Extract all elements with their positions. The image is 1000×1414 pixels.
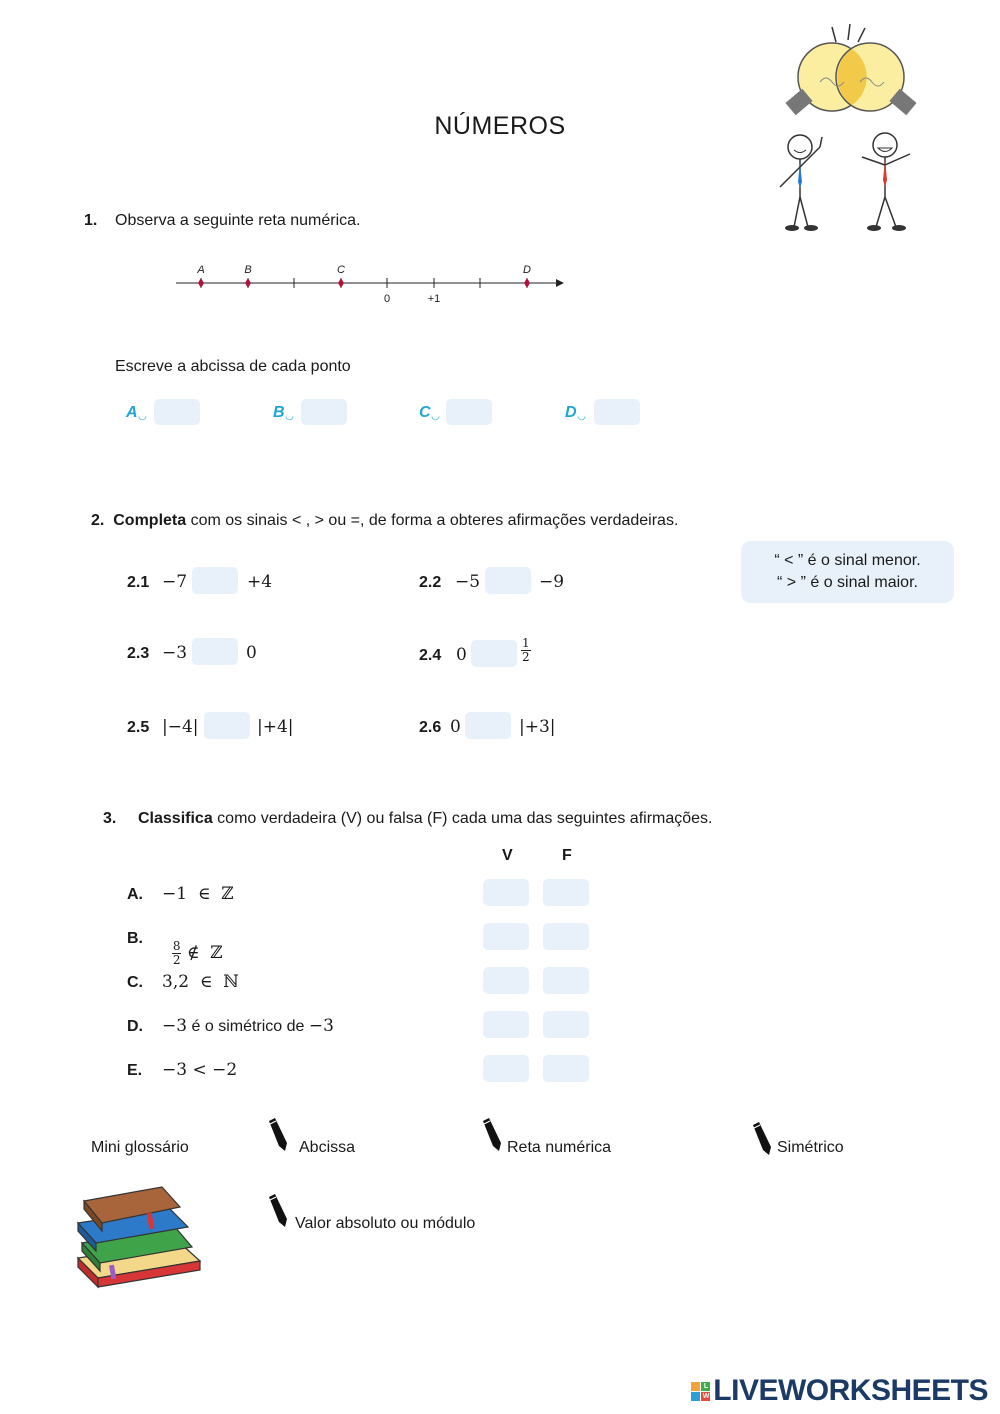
item-2-2-input[interactable] [485, 567, 531, 594]
q1-instruction: Escreve a abcissa de cada ponto [115, 358, 351, 375]
point-b-marker [245, 278, 251, 288]
statement-e-letter: E. [127, 1062, 143, 1079]
books-illustration [70, 1183, 205, 1293]
statement-b-letter: B. [127, 930, 143, 947]
item-2-1-right: +4 [247, 572, 273, 592]
point-c-label: C [337, 264, 345, 276]
q2-number: 2. [91, 512, 105, 529]
q2-bold: Completa [113, 512, 187, 529]
statement-b-expr: $\frac{8}{2}$ ∉ ℤ [172, 939, 223, 967]
item-2-3-id: 2.3 [127, 645, 150, 662]
logo-squares: L W [691, 1382, 710, 1401]
pencil-icon [479, 1117, 505, 1153]
item-2-5-input[interactable] [204, 712, 250, 739]
column-f-header: F [562, 847, 572, 864]
glossary-title: Mini glossário [91, 1139, 189, 1156]
answer-a-input[interactable] [154, 399, 200, 425]
liveworksheets-logo [691, 1374, 988, 1408]
item-2-6-id: 2.6 [419, 719, 442, 736]
answer-c-input[interactable] [446, 399, 492, 425]
item-2-4-left: 0 [456, 645, 467, 665]
pencil-icon [265, 1193, 291, 1229]
item-2-3-input[interactable] [192, 638, 238, 665]
pencil-icon [749, 1121, 775, 1157]
hint-line-2: “ > ” é o sinal maior. [777, 574, 918, 591]
statement-c-f-input[interactable] [543, 967, 589, 994]
item-2-1-input[interactable] [192, 567, 238, 594]
answer-d-input[interactable] [594, 399, 640, 425]
logo-text: LIVEWORKSHEETS [713, 1374, 988, 1407]
point-a-label: A [197, 264, 205, 276]
point-a-marker [198, 278, 204, 288]
item-2-2-id: 2.2 [419, 574, 442, 591]
point-d-label: D [523, 264, 531, 276]
glossary-term-valor-absoluto: Valor absoluto ou módulo [295, 1215, 476, 1232]
item-2-3-left: −3 [162, 643, 188, 663]
statement-c-v-input[interactable] [483, 967, 529, 994]
number-line [170, 258, 570, 310]
statement-e-f-input[interactable] [543, 1055, 589, 1082]
item-2-4-id: 2.4 [419, 647, 442, 664]
item-2-6-right: |+3| [519, 717, 556, 737]
answer-d-label: D◡ [565, 404, 586, 422]
item-2-5-right: |+4| [257, 717, 294, 737]
glossary-term-abcissa: Abcissa [299, 1139, 356, 1156]
glossary-term-simetrico: Simétrico [777, 1139, 844, 1156]
item-2-4-input[interactable] [471, 640, 517, 667]
tick-label-zero: 0 [383, 293, 391, 305]
item-2-3-right: 0 [246, 643, 257, 663]
point-b-label: B [244, 264, 252, 276]
statement-a-letter: A. [127, 886, 143, 903]
point-d-marker [524, 278, 530, 288]
item-2-1-left: −7 [162, 572, 188, 592]
statement-d-v-input[interactable] [483, 1011, 529, 1038]
item-2-2-right: −9 [539, 572, 565, 592]
statement-e-expr: −3 < −2 [162, 1060, 238, 1080]
q3-heading [138, 810, 713, 828]
answer-c-label: C◡ [419, 404, 440, 422]
hint-line-1: “ < ” é o sinal menor. [774, 552, 921, 569]
item-2-1-id: 2.1 [127, 574, 150, 591]
statement-e-v-input[interactable] [483, 1055, 529, 1082]
statement-d-letter: D. [127, 1018, 143, 1035]
idea-illustration [770, 22, 935, 237]
q1-text: Observa a seguinte reta numérica. [115, 212, 361, 229]
page-title: NÚMEROS [434, 112, 566, 140]
statement-a-v-input[interactable] [483, 879, 529, 906]
answer-b-input[interactable] [301, 399, 347, 425]
answer-a-label: A◡ [126, 404, 147, 422]
q3-text: como verdadeira (V) ou falsa (F) cada uma das seguintes afirmações. [212, 810, 713, 827]
statement-b-f-input[interactable] [543, 923, 589, 950]
sign-hint-box [741, 541, 954, 603]
statement-c-expr: 3,2 ∈ ℕ [162, 972, 239, 992]
column-v-header: V [502, 847, 513, 864]
item-2-6-input[interactable] [465, 712, 511, 739]
number-line-arrow [556, 279, 564, 287]
q2-heading [91, 512, 678, 530]
tick-label-plus-one: +1 [427, 293, 441, 305]
pencil-icon [265, 1117, 291, 1153]
statement-a-f-input[interactable] [543, 879, 589, 906]
q1-number: 1. [84, 212, 98, 229]
statement-c-letter: C. [127, 974, 143, 991]
q3-number: 3. [103, 810, 117, 827]
statement-b-v-input[interactable] [483, 923, 529, 950]
statement-a-expr: −1 ∈ ℤ [162, 884, 234, 904]
q3-bold: Classifica [138, 810, 213, 827]
item-2-6-left: 0 [450, 717, 461, 737]
item-2-4-right: $\frac{1}{2}$ [522, 636, 530, 664]
point-c-marker [338, 278, 344, 288]
statement-d-expr: −3 é o simétrico de −3 [162, 1016, 334, 1036]
answer-b-label: B◡ [273, 404, 294, 422]
item-2-5-left: |−4| [162, 717, 199, 737]
glossary-term-reta: Reta numérica [507, 1139, 612, 1156]
item-2-5-id: 2.5 [127, 719, 150, 736]
item-2-2-left: −5 [455, 572, 481, 592]
q2-text: com os sinais < , > ou =, de forma a obteres afirmações verdadeiras. [186, 512, 679, 529]
statement-d-f-input[interactable] [543, 1011, 589, 1038]
